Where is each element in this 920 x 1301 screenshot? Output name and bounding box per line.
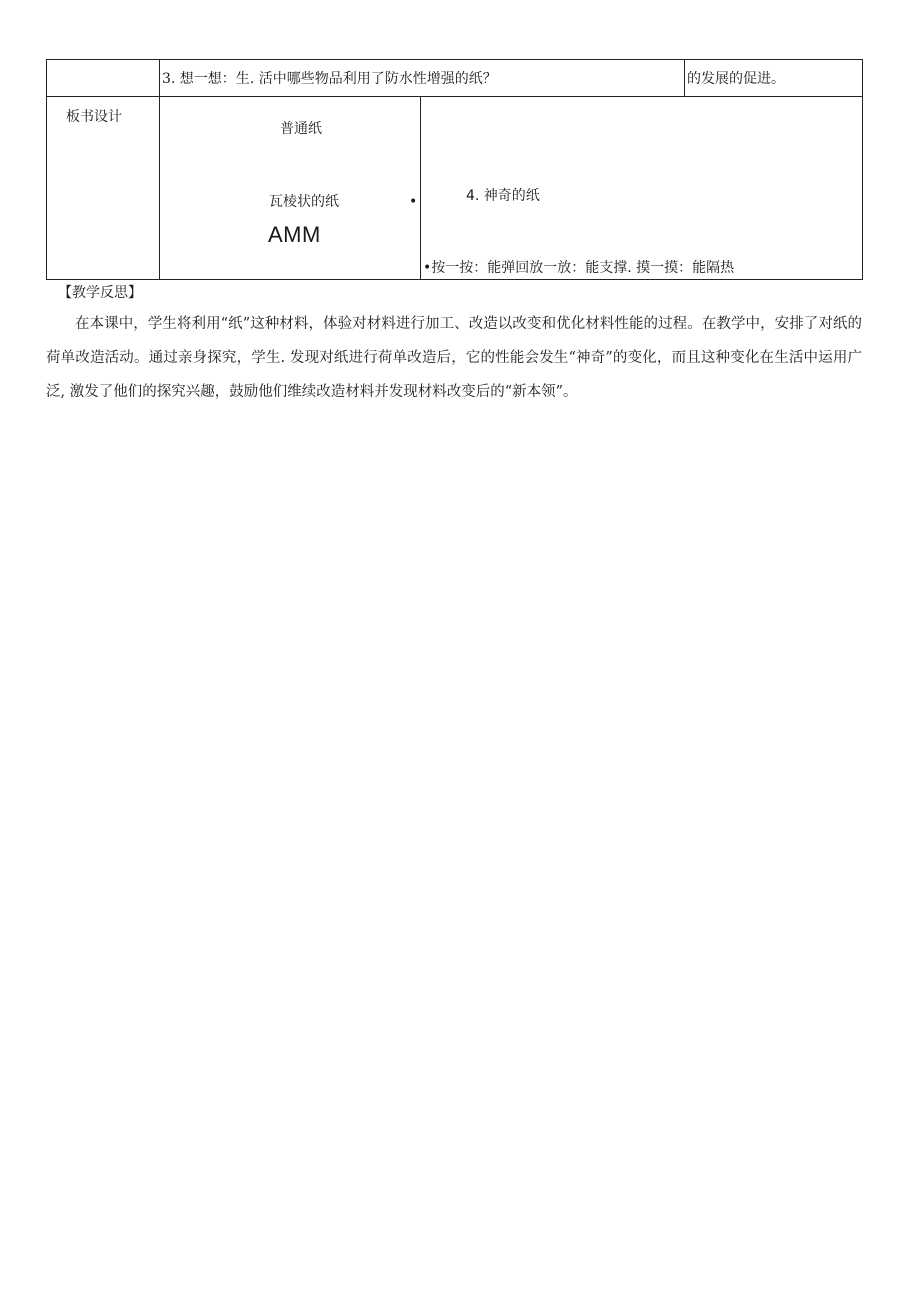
magic-paper-heading: 4. 神奇的纸: [466, 188, 540, 204]
table-bottom-border: [46, 279, 863, 280]
board-design-label: 板书设计: [66, 109, 122, 125]
corrugated-paper-text: 瓦棱状的纸: [269, 194, 339, 210]
row1-right-text: 的发展的促进。: [687, 71, 785, 87]
table-left-border: [46, 59, 47, 280]
paper-properties-line: •按一按：能弹回放一放：能支撑. 摸一摸：能隔热: [423, 260, 735, 276]
amm-text: AMM: [268, 222, 321, 247]
table-col-divider-row2: [420, 96, 421, 280]
table-right-border: [862, 59, 863, 280]
bullet-mark: •: [409, 194, 418, 210]
table-col-divider-row1: [684, 59, 685, 97]
reflection-heading: 【教学反思】: [58, 285, 142, 301]
reflection-paragraph: 在本课中，学生将利用“纸”这种材料，体验对材料进行加工、改造以改变和优化材料性能的过程。在教学中，安排了对纸的荷单改造活动。通过亲身探究，学生. 发现对纸进行荷单改造后，它的性能会发生“神奇”的变化，而且这种变化在生活中运用广泛, 激发了他们的探究兴趣，鼓励他们维续改造材料并发现材料改变后的“新本领”。: [46, 316, 862, 400]
table-col-divider-1: [159, 59, 160, 280]
table-row-divider: [46, 96, 863, 97]
table-top-border: [46, 59, 863, 60]
think-question: 3. 想一想：生. 活中哪些物品利用了防水性增强的纸？: [162, 71, 497, 87]
plain-paper-text: 普通纸: [280, 121, 322, 137]
